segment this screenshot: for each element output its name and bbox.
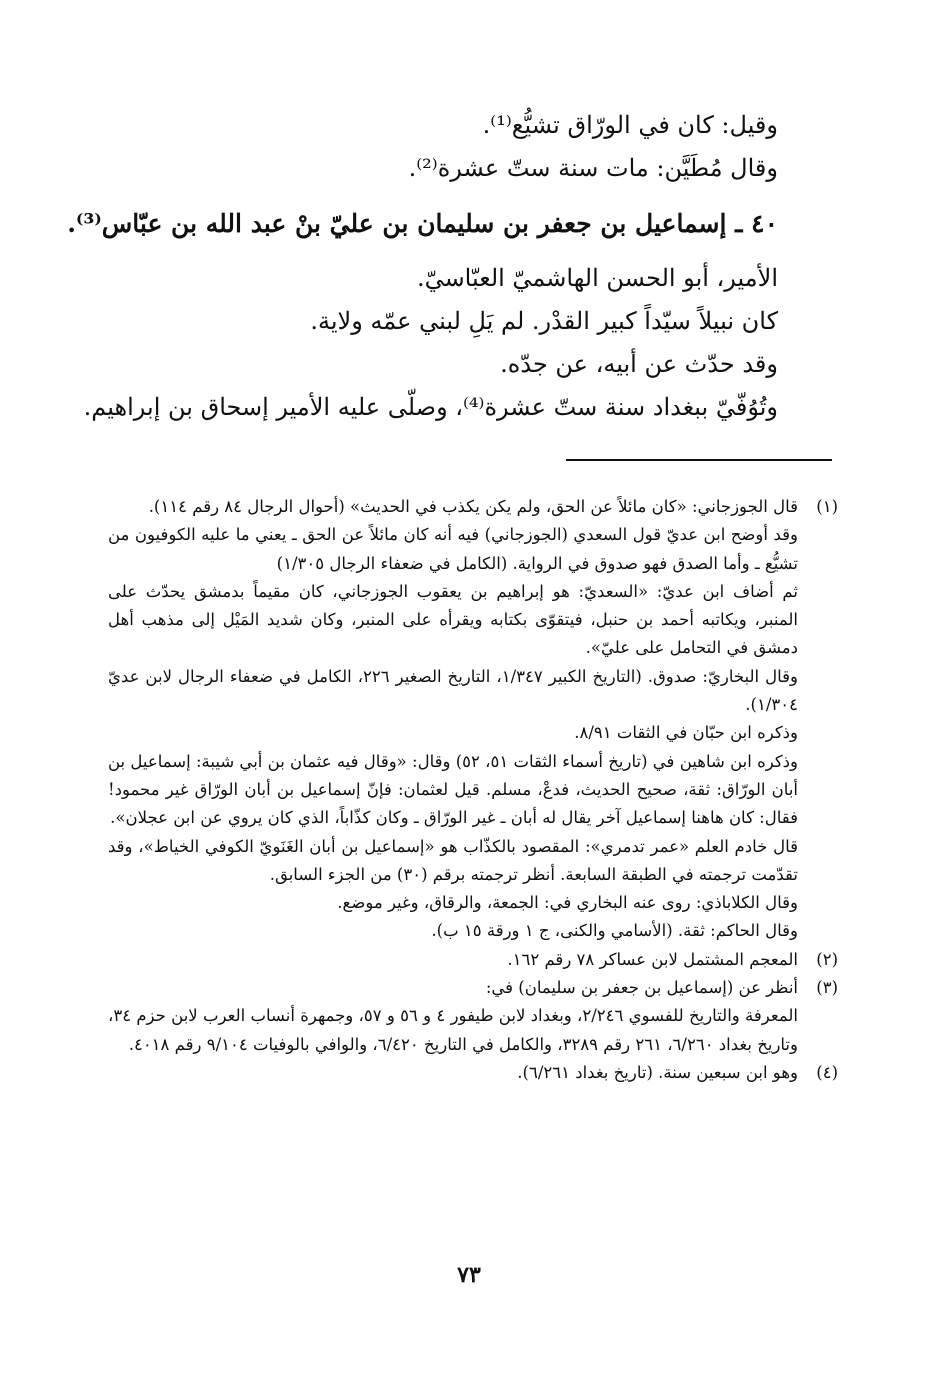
footnote-body	[108, 974, 798, 1059]
main-text	[67, 104, 778, 429]
main-line: وقال مُطَيَّن: مات سنة ستّ عشرة⁽²⁾.	[408, 154, 778, 182]
entry-line: وقد حدّث عن أبيه، عن جدّه.	[500, 350, 778, 378]
entry-line: وتُوُفّيّ ببغداد سنة ستّ عشرة⁽⁴⁾، وصلّى عليه الأمير إسحاق بن إبراهيم.	[83, 393, 778, 421]
footnote-paragraph: وذكره ابن شاهين في (تاريخ أسماء الثقات ٥١، ٥٢) وقال: «وقال فيه عثمان بن أبي شيبة: إسماعيل بن أبان الورّاق: ثقة، صحيح الحديث، فدعْ، مسلم. قيل لعثمان: فإنّ إسماعيل بن أبان الورّاق غير محمود! فقال: كان هاهنا إسماعيل آخر يقال له أبان ـ غير الورّاق ـ وكان كذّاباً، الذي كان يروي عن ابن عجلان».	[108, 751, 798, 828]
footnote-paragraph: وذكره ابن حبّان في الثقات ٨/٩١.	[574, 723, 798, 743]
footnote-number: (٢)	[816, 949, 838, 969]
footnote-paragraph: المعجم المشتمل لابن عساكر ٧٨ رقم ١٦٢.	[507, 949, 798, 969]
footnote-body	[108, 1059, 798, 1087]
footnote-paragraph: وقال الكلاباذي: روى عنه البخاري في: الجمعة، والرقاق، وغير موضع.	[337, 893, 798, 913]
entry-heading: ٤٠ ـ إسماعيل بن جعفر بن سليمان بن عليّ بنْ عبد الله بن عبّاس⁽³⁾.	[67, 209, 778, 238]
footnote-paragraph: ثم أضاف ابن عديّ: «السعديّ: هو إبراهيم بن يعقوب الجوزجاني، كان مقيماً بدمشق يحدّث على المنبر، ويكاتبه أحمد بن حنبل، فيتقوّى بكتابه ويقرأه على المنبر، وكان شديد المَيْل إلى مذهب أهل دمشق في التحامل على عليّ».	[108, 581, 798, 658]
footnote-paragraph: المعرفة والتاريخ للفسوي ٢/٢٤٦، وبغداد لابن طيفور ٤ و ٥٦ و ٥٧، وجمهرة أنساب العرب لابن حزم ٣٤، وتاريخ بغداد ٦/٢٦٠، ٢٦١ رقم ٣٢٨٩، والكامل في التاريخ ٦/٤٢٠، والوافي بالوفيات ٩/١٠٤ رقم ٤٠١٨.	[108, 1006, 798, 1054]
footnote-separator	[566, 459, 832, 461]
footnote-paragraph: وقد أوضح ابن عديّ قول السعدي (الجوزجاني) فيه أنه كان مائلاً عن الحق ـ يعني ما عليه الكوفيون من تشيُّع ـ وأما الصدق فهو صدوق في الرواية. (الكامل في ضعفاء الرجال ١/٣٠٥)	[108, 525, 798, 573]
entry-line: كان نبيلاً سيّداً كبير القدْر. لم يَلِ لبني عمّه ولاية.	[310, 307, 778, 335]
footnote-number: (١)	[816, 497, 838, 516]
footnote-body	[108, 493, 798, 946]
footnote-number: (٤)	[816, 1062, 838, 1082]
footnotes	[108, 493, 838, 1087]
footnote-3	[108, 974, 838, 1059]
footnote-paragraph: قال الجوزجاني: «كان مائلاً عن الحق، ولم يكن يكذب في الحديث» (أحوال الرجال ٨٤ رقم ١١٤).	[148, 497, 798, 516]
entry-line: الأمير، أبو الحسن الهاشميّ العبّاسيّ.	[416, 264, 778, 292]
footnote-4	[108, 1059, 838, 1087]
footnote-paragraph: وقال الحاكم: ثقة. (الأسامي والكنى، ج ١ ورقة ١٥ ب).	[431, 921, 798, 941]
page-number: ٧٣	[457, 1262, 481, 1288]
main-line: وقيل: كان في الورّاق تشيُّع⁽¹⁾.	[482, 111, 778, 139]
footnote-2	[108, 946, 838, 974]
footnote-1	[108, 493, 838, 946]
footnote-body	[108, 946, 798, 974]
footnote-paragraph: وقال البخاريّ: صدوق. (التاريخ الكبير ١/٣٤٧، التاريخ الصغير ٢٢٦، الكامل في ضعفاء الرجال لابن عديّ ١/٣٠٤).	[108, 666, 798, 715]
footnote-number: (٣)	[816, 978, 838, 998]
footnote-paragraph: أنظر عن (إسماعيل بن جعفر بن سليمان) في:	[485, 978, 798, 998]
footnote-paragraph: وهو ابن سبعين سنة. (تاريخ بغداد ٦/٢٦١).	[517, 1062, 798, 1082]
footnote-paragraph: قال خادم العلم «عمر تدمري»: المقصود بالكذّاب هو «إسماعيل بن أبان الغَنَويّ الكوفي الخياط»، وقد تقدّمت ترجمته في الطبقة السابعة. أنظر ترجمته برقم (٣٠) من الجزء السابق.	[108, 836, 798, 884]
